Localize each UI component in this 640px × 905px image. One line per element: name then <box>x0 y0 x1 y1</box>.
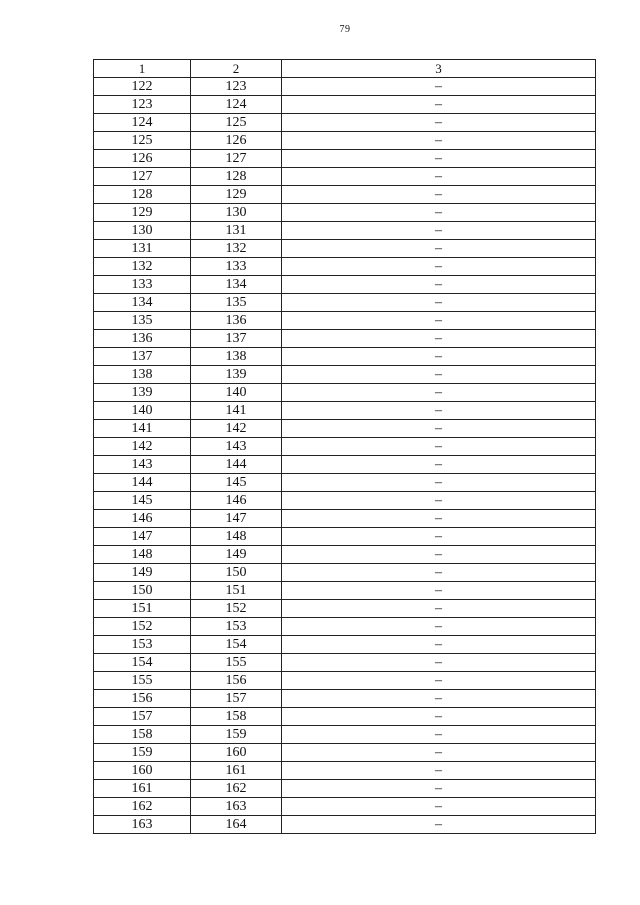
table-cell-col-3: – <box>282 312 596 330</box>
table-cell-col-2: 145 <box>191 474 282 492</box>
table-cell-col-2: 143 <box>191 438 282 456</box>
table-row <box>94 186 596 204</box>
table-cell-col-3: – <box>282 564 596 582</box>
table-cell-col-1: 123 <box>94 96 191 114</box>
table-row <box>94 384 596 402</box>
column-header-1: 1 <box>94 60 191 78</box>
table-cell-col-1: 124 <box>94 114 191 132</box>
table-cell-col-1: 154 <box>94 654 191 672</box>
table-cell-col-3: – <box>282 690 596 708</box>
table-cell-col-1: 155 <box>94 672 191 690</box>
table-cell-col-2: 150 <box>191 564 282 582</box>
table-row <box>94 276 596 294</box>
table-cell-col-3: – <box>282 492 596 510</box>
table-row <box>94 294 596 312</box>
table-cell-col-2: 141 <box>191 402 282 420</box>
table-cell-col-3: – <box>282 474 596 492</box>
table-row <box>94 744 596 762</box>
table-cell-col-3: – <box>282 510 596 528</box>
table-cell-col-3: – <box>282 636 596 654</box>
table-cell-col-2: 140 <box>191 384 282 402</box>
table-row <box>94 762 596 780</box>
table-cell-col-1: 163 <box>94 816 191 834</box>
table-cell-col-1: 128 <box>94 186 191 204</box>
page-number: 79 <box>339 24 351 35</box>
table-cell-col-3: – <box>282 546 596 564</box>
table-cell-col-2: 149 <box>191 546 282 564</box>
table-row <box>94 708 596 726</box>
table-cell-col-1: 147 <box>94 528 191 546</box>
table-cell-col-3: – <box>282 96 596 114</box>
table-cell-col-1: 125 <box>94 132 191 150</box>
column-header-2: 2 <box>191 60 282 78</box>
table-body <box>94 78 596 834</box>
table-cell-col-3: – <box>282 456 596 474</box>
table-cell-col-2: 144 <box>191 456 282 474</box>
table-cell-col-3: – <box>282 132 596 150</box>
table-row <box>94 582 596 600</box>
table-row <box>94 114 596 132</box>
table-cell-col-3: – <box>282 582 596 600</box>
table-cell-col-2: 147 <box>191 510 282 528</box>
table-cell-col-3: – <box>282 816 596 834</box>
table-cell-col-2: 132 <box>191 240 282 258</box>
table-row <box>94 654 596 672</box>
table-cell-col-2: 146 <box>191 492 282 510</box>
table-cell-col-2: 152 <box>191 600 282 618</box>
table-row <box>94 402 596 420</box>
table-cell-col-3: – <box>282 726 596 744</box>
table-cell-col-2: 124 <box>191 96 282 114</box>
table-cell-col-2: 154 <box>191 636 282 654</box>
table-cell-col-3: – <box>282 276 596 294</box>
table-cell-col-2: 136 <box>191 312 282 330</box>
table-cell-col-1: 137 <box>94 348 191 366</box>
table-cell-col-2: 123 <box>191 78 282 96</box>
table-cell-col-3: – <box>282 744 596 762</box>
table-row <box>94 690 596 708</box>
table-cell-col-2: 162 <box>191 780 282 798</box>
table-row <box>94 492 596 510</box>
table-cell-col-2: 125 <box>191 114 282 132</box>
table-cell-col-1: 148 <box>94 546 191 564</box>
table-cell-col-3: – <box>282 150 596 168</box>
table-cell-col-2: 163 <box>191 798 282 816</box>
table-cell-col-1: 134 <box>94 294 191 312</box>
table-cell-col-2: 139 <box>191 366 282 384</box>
table-cell-col-2: 158 <box>191 708 282 726</box>
table-cell-col-2: 126 <box>191 132 282 150</box>
table-cell-col-2: 153 <box>191 618 282 636</box>
table-cell-col-2: 137 <box>191 330 282 348</box>
table-cell-col-1: 145 <box>94 492 191 510</box>
column-header-3: 3 <box>282 60 596 78</box>
table-cell-col-2: 127 <box>191 150 282 168</box>
table-cell-col-2: 142 <box>191 420 282 438</box>
table-cell-col-1: 157 <box>94 708 191 726</box>
table-row <box>94 474 596 492</box>
table-cell-col-1: 151 <box>94 600 191 618</box>
table-row <box>94 222 596 240</box>
table-row <box>94 168 596 186</box>
table-row <box>94 78 596 96</box>
table-cell-col-2: 164 <box>191 816 282 834</box>
table-cell-col-1: 142 <box>94 438 191 456</box>
table-row <box>94 204 596 222</box>
table-cell-col-3: – <box>282 258 596 276</box>
table-header-row <box>94 60 596 78</box>
table-cell-col-1: 158 <box>94 726 191 744</box>
table-row <box>94 564 596 582</box>
table-cell-col-3: – <box>282 78 596 96</box>
table-cell-col-1: 130 <box>94 222 191 240</box>
table-cell-col-3: – <box>282 330 596 348</box>
table-row <box>94 366 596 384</box>
table-cell-col-3: – <box>282 420 596 438</box>
table-cell-col-1: 161 <box>94 780 191 798</box>
table-cell-col-1: 138 <box>94 366 191 384</box>
table-cell-col-3: – <box>282 402 596 420</box>
table-row <box>94 600 596 618</box>
table-cell-col-2: 151 <box>191 582 282 600</box>
table-cell-col-3: – <box>282 708 596 726</box>
table-row <box>94 636 596 654</box>
table-cell-col-3: – <box>282 222 596 240</box>
table-row <box>94 618 596 636</box>
table-cell-col-3: – <box>282 186 596 204</box>
table-row <box>94 150 596 168</box>
table-cell-col-1: 149 <box>94 564 191 582</box>
table-row <box>94 312 596 330</box>
table-cell-col-1: 150 <box>94 582 191 600</box>
table-row <box>94 348 596 366</box>
table-cell-col-3: – <box>282 168 596 186</box>
table-cell-col-2: 135 <box>191 294 282 312</box>
table-cell-col-3: – <box>282 528 596 546</box>
table-cell-col-1: 136 <box>94 330 191 348</box>
table-cell-col-3: – <box>282 240 596 258</box>
table-row <box>94 546 596 564</box>
data-table <box>93 59 596 834</box>
table-cell-col-1: 143 <box>94 456 191 474</box>
table-cell-col-3: – <box>282 438 596 456</box>
table-cell-col-2: 156 <box>191 672 282 690</box>
table-row <box>94 438 596 456</box>
table-cell-col-3: – <box>282 294 596 312</box>
table-cell-col-3: – <box>282 600 596 618</box>
table-cell-col-2: 160 <box>191 744 282 762</box>
table-cell-col-1: 156 <box>94 690 191 708</box>
table-cell-col-1: 135 <box>94 312 191 330</box>
table-cell-col-1: 162 <box>94 798 191 816</box>
table-cell-col-3: – <box>282 762 596 780</box>
table-cell-col-2: 155 <box>191 654 282 672</box>
table-row <box>94 330 596 348</box>
table-row <box>94 240 596 258</box>
table-cell-col-1: 144 <box>94 474 191 492</box>
table-cell-col-3: – <box>282 366 596 384</box>
table-cell-col-2: 157 <box>191 690 282 708</box>
table-row <box>94 672 596 690</box>
table-cell-col-1: 152 <box>94 618 191 636</box>
table-cell-col-2: 129 <box>191 186 282 204</box>
table-row <box>94 726 596 744</box>
table-cell-col-1: 129 <box>94 204 191 222</box>
table-cell-col-3: – <box>282 798 596 816</box>
table-cell-col-2: 130 <box>191 204 282 222</box>
table-cell-col-2: 161 <box>191 762 282 780</box>
table-cell-col-1: 133 <box>94 276 191 294</box>
table-cell-col-2: 138 <box>191 348 282 366</box>
table-cell-col-2: 128 <box>191 168 282 186</box>
table-row <box>94 780 596 798</box>
table-row <box>94 528 596 546</box>
table-cell-col-3: – <box>282 384 596 402</box>
table-cell-col-3: – <box>282 114 596 132</box>
table-row <box>94 132 596 150</box>
table-cell-col-1: 131 <box>94 240 191 258</box>
table-cell-col-1: 141 <box>94 420 191 438</box>
table-cell-col-1: 153 <box>94 636 191 654</box>
table-cell-col-3: – <box>282 348 596 366</box>
table-row <box>94 420 596 438</box>
table-row <box>94 798 596 816</box>
table-cell-col-3: – <box>282 672 596 690</box>
table-cell-col-2: 148 <box>191 528 282 546</box>
table-cell-col-1: 139 <box>94 384 191 402</box>
table-row <box>94 816 596 834</box>
table-cell-col-2: 159 <box>191 726 282 744</box>
table-cell-col-1: 159 <box>94 744 191 762</box>
table-header <box>94 60 596 78</box>
table-cell-col-2: 133 <box>191 258 282 276</box>
table-cell-col-1: 146 <box>94 510 191 528</box>
table-cell-col-3: – <box>282 654 596 672</box>
table-cell-col-2: 134 <box>191 276 282 294</box>
table-row <box>94 510 596 528</box>
table-cell-col-1: 127 <box>94 168 191 186</box>
table-cell-col-1: 126 <box>94 150 191 168</box>
table-cell-col-3: – <box>282 618 596 636</box>
table-row <box>94 96 596 114</box>
table-row <box>94 258 596 276</box>
table-cell-col-3: – <box>282 780 596 798</box>
table-cell-col-3: – <box>282 204 596 222</box>
table-cell-col-2: 131 <box>191 222 282 240</box>
table-cell-col-1: 140 <box>94 402 191 420</box>
table-cell-col-1: 132 <box>94 258 191 276</box>
table-cell-col-1: 122 <box>94 78 191 96</box>
table-cell-col-1: 160 <box>94 762 191 780</box>
table-row <box>94 456 596 474</box>
